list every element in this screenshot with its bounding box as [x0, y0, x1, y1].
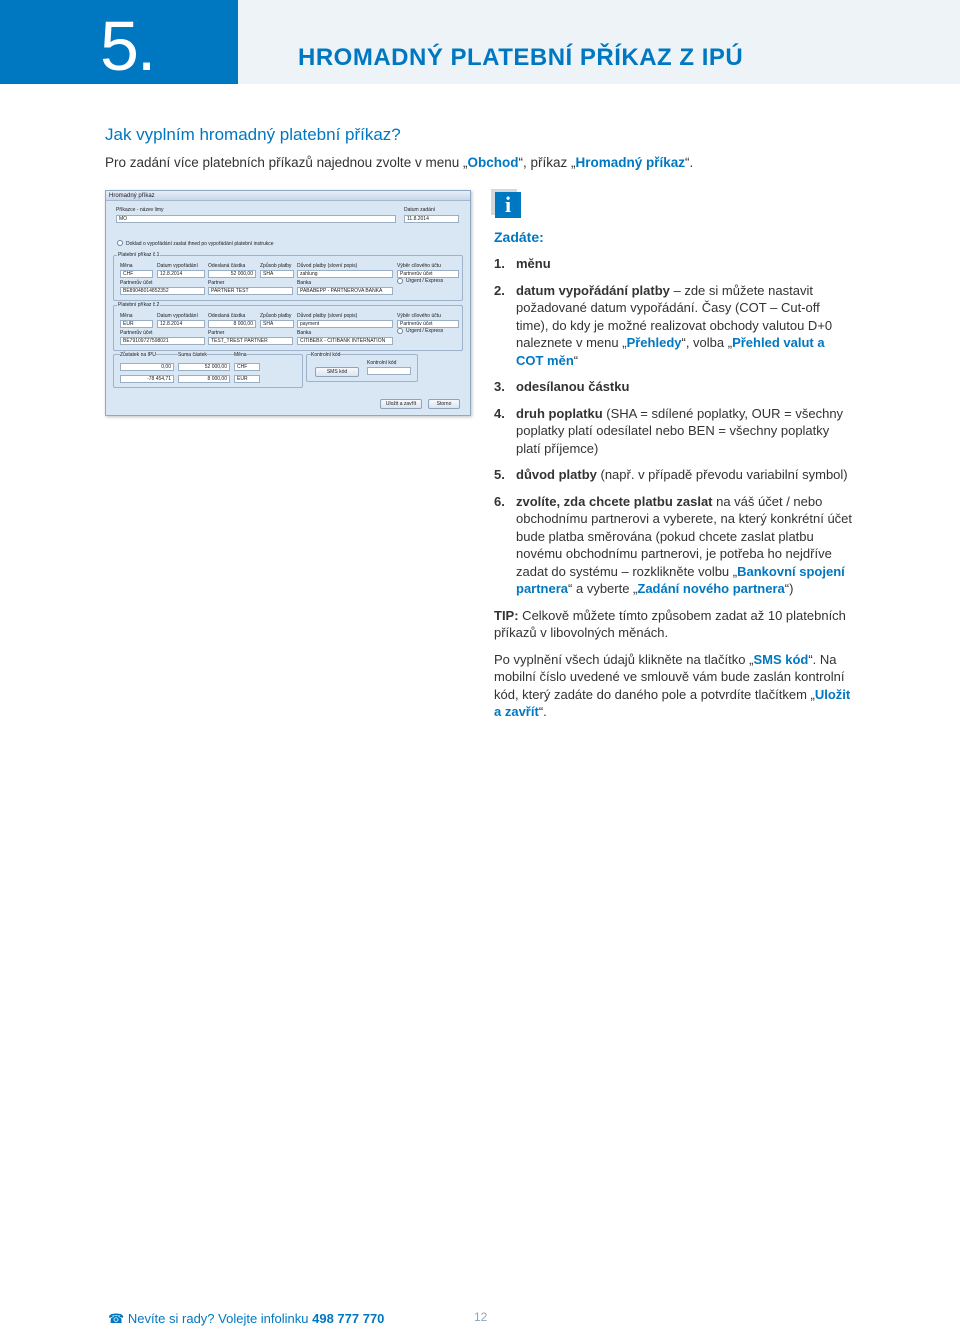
- reason-label: Důvod platby (slovní popis): [297, 263, 358, 269]
- fee-select[interactable]: SHA: [260, 270, 294, 278]
- acct-field[interactable]: BE79109727598021: [120, 337, 205, 345]
- acct-label: Partnerův účet: [120, 280, 153, 286]
- summary-cell: EUR: [234, 375, 260, 383]
- urgent-label: Urgent / Express: [406, 278, 444, 284]
- info-icon: i: [495, 192, 521, 218]
- info-item: 2. datum vypořádání platby – zde si můžete nastavit požadované datum vypořádání. Časy (COT – Cut-off time), do kdy je možné realizovat obchody valutou D+0 naleznete v menu „Přehledy“, volba „Přehled valut a COT měn“: [494, 282, 833, 368]
- acct-field[interactable]: BE89048014852352: [120, 287, 205, 295]
- currency-label: Měna: [120, 313, 133, 319]
- entry-date-field[interactable]: 11.8.2014: [404, 215, 459, 223]
- target-select[interactable]: Partnerův účet: [397, 270, 459, 278]
- bank-label: Banka: [297, 330, 312, 336]
- fee-label: Způsob platby: [260, 263, 292, 269]
- amount-field[interactable]: 8 000,00: [208, 320, 256, 328]
- bulk-order-dialog: [105, 190, 471, 416]
- control-code-group: [306, 354, 418, 382]
- info-heading: Zadáte:: [494, 229, 544, 245]
- cancel-button[interactable]: Storno: [428, 399, 460, 409]
- dialog-title: Hromadný příkaz: [106, 191, 470, 201]
- footer-helpline: ☎ Nevíte si rady? Volejte infolinku 498 777 770: [108, 1311, 385, 1326]
- summary-cell: 0,00: [120, 363, 174, 371]
- info-item: 3. odesílanou částku: [494, 379, 630, 394]
- info-item: 4. druh poplatku (SHA = sdílené poplatky, OUR = všechny poplatky platí odesílatel nebo BEN = všechny poplatky platí příjemce): [494, 405, 844, 456]
- info-list: [494, 255, 854, 721]
- settle-date-field[interactable]: 12.8.2014: [157, 320, 205, 328]
- confirmation-radio[interactable]: [117, 240, 123, 246]
- payment-order-2: [113, 302, 463, 351]
- summary-cell: -78 454,71: [120, 375, 174, 383]
- summary-col-currency: Měna: [234, 352, 247, 358]
- summary-cell: 52 000,00: [178, 363, 230, 371]
- target-label: Výběr cílového účtu: [397, 263, 441, 269]
- bank-field[interactable]: CITIBEBX - CITIBANK INTERNATION: [297, 337, 393, 345]
- chapter-title-box: [238, 0, 960, 84]
- settle-date-label: Datum vypořádání: [157, 313, 198, 319]
- payment-order-1: [113, 252, 463, 301]
- page-number: 12: [474, 1310, 488, 1324]
- urgent-radio[interactable]: [397, 328, 403, 334]
- amount-field[interactable]: 52 000,00: [208, 270, 256, 278]
- bank-label: Banka: [297, 280, 312, 286]
- tip-text: TIP: Celkově můžete tímto způsobem zadat až 10 platebních příkazů v libovolných měnách.: [494, 607, 846, 640]
- summary-cell: 8 000,00: [178, 375, 230, 383]
- summary-table: [113, 354, 303, 388]
- intro-text: Pro zadání více platebních příkazů najednou zvolte v menu „Obchod“, příkaz „Hromadný příkaz“.: [105, 155, 694, 170]
- summary-cell: CHF: [234, 363, 260, 371]
- payer-name-field[interactable]: MO: [116, 215, 396, 223]
- sms-code-button[interactable]: SMS kód: [315, 367, 359, 377]
- urgent-label: Urgent / Express: [406, 328, 444, 334]
- target-label: Výběr cílového účtu: [397, 313, 441, 319]
- reason-field[interactable]: payment: [297, 320, 393, 328]
- control-code-field[interactable]: [367, 367, 411, 375]
- payer-name-label: Příkazce - název limy: [116, 207, 164, 213]
- order-1-title: Platební příkaz č.1: [118, 252, 160, 258]
- amount-label: Odeslaná částka: [208, 313, 246, 319]
- partner-label: Partner: [208, 330, 225, 336]
- settle-date-field[interactable]: 12.8.2014: [157, 270, 205, 278]
- entry-date-label: Datum zadání: [404, 207, 436, 213]
- reason-field[interactable]: zahlung: [297, 270, 393, 278]
- currency-select[interactable]: CHF: [120, 270, 153, 278]
- summary-col-sum: Suma částek: [178, 352, 207, 358]
- reason-label: Důvod platby (slovní popis): [297, 313, 358, 319]
- partner-field[interactable]: TEST_TREST PARTNER: [208, 337, 293, 345]
- currency-select[interactable]: EUR: [120, 320, 153, 328]
- question-heading: Jak vyplním hromadný platební příkaz?: [105, 125, 401, 144]
- chapter-number-box: [0, 0, 238, 84]
- bank-field[interactable]: PABABEPP - PARTNEROVA BANKA: [297, 287, 393, 295]
- order-2-title: Platební příkaz č.2: [118, 302, 160, 308]
- settle-date-label: Datum vypořádání: [157, 263, 198, 269]
- partner-label: Partner: [208, 280, 225, 286]
- target-select[interactable]: Partnerův účet: [397, 320, 459, 328]
- helpline-number: 498 777 770: [312, 1311, 385, 1326]
- final-instructions: Po vyplnění všech údajů klikněte na tlačítko „SMS kód“. Na mobilní číslo uvedené ve smlouvě vám bude zaslán kontrolní kód, který zadáte do daného pole a potvrdíte tlačítkem „Uložit a zavřít“.: [494, 651, 851, 719]
- control-code-title: Kontrolní kód: [311, 352, 341, 358]
- info-item: 5. důvod platby (např. v případě převodu variabilní symbol): [494, 467, 848, 482]
- acct-label: Partnerův účet: [120, 330, 153, 336]
- phone-icon: ☎: [108, 1311, 125, 1326]
- summary-col-balance: Zůstatek na IPU: [120, 352, 156, 358]
- currency-label: Měna: [120, 263, 133, 269]
- fee-select[interactable]: SHA: [260, 320, 294, 328]
- page-header: [0, 0, 960, 84]
- info-item: 6. zvolíte, zda chcete platbu zaslat na váš účet / nebo obchodnímu partnerovi a vyberete, na který konkrétní účet bude platba směrována (pokud chcete zaslat platbu novému obchodnímu partnerovi, je potřeba ho nejdříve zadat do systému – rozklikněte volbu „Bankovní spojení partnera“ a vyberte „Zadání nového partnera“): [494, 493, 853, 596]
- partner-field[interactable]: PARTNER TEST: [208, 287, 293, 295]
- save-close-button[interactable]: Uložit a zavřít: [380, 399, 422, 409]
- control-code-label: Kontrolní kód: [367, 360, 397, 366]
- fee-label: Způsob platby: [260, 313, 292, 319]
- amount-label: Odeslaná částka: [208, 263, 246, 269]
- info-item: 1. měnu: [494, 256, 551, 271]
- urgent-radio[interactable]: [397, 278, 403, 284]
- chapter-number: 5.: [100, 7, 155, 85]
- chapter-title: HROMADNÝ PLATEBNÍ PŘÍKAZ Z IPÚ: [298, 44, 744, 71]
- confirmation-label: Doklad o vypořádání zaslat ihned po vypořádání platební instrukce: [126, 241, 274, 247]
